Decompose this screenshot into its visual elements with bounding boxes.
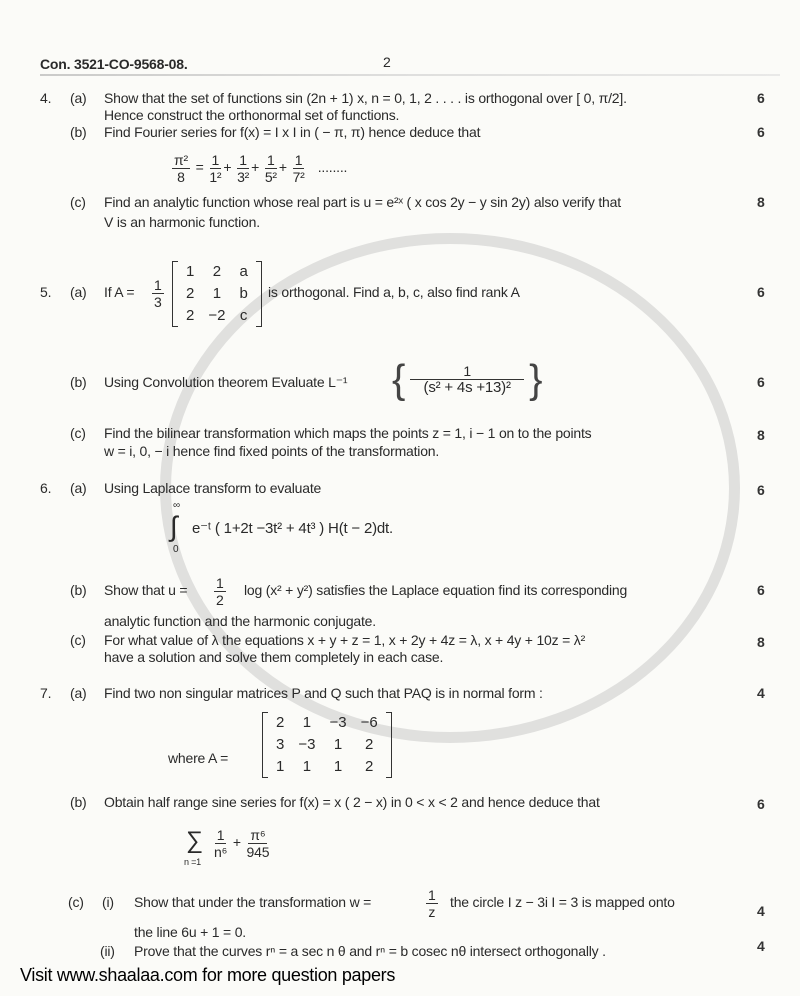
q5a-coefficient: $\frac{1}{3}$ [154, 276, 162, 310]
q4a-text: Show that the set of functions sin (2n + 1) x, n = 0, 1, 2 . . . . is orthogonal over [ 0, π/2]. [104, 90, 627, 106]
matrix-cell: 1 [333, 758, 343, 775]
q5c-label: (c) [70, 425, 86, 441]
matrix-cell: 1 [302, 714, 312, 731]
q5a-matrix [172, 261, 262, 327]
q4c-text: Find an analytic function whose real part is u = e²ˣ ( x cos 2y − y sin 2y) also verify that [104, 194, 621, 210]
q5b-expression: { $\frac{1}{\text{(s² + 4s +13)²}}$ } [392, 357, 543, 402]
q7ci-text-2: the line 6u + 1 = 0. [134, 924, 246, 940]
paper-code: Con. 3521-CO-9568-08. [40, 56, 188, 72]
q5-number: 5. [40, 284, 52, 300]
q5c-text-2: w = i, 0, − i hence find fixed points of the transformation. [104, 443, 440, 459]
q6b-prefix: Show that u = [104, 582, 188, 598]
q5b-text: Using Convolution theorem Evaluate L⁻¹ [104, 374, 348, 390]
matrix-cell: 1 [212, 285, 222, 302]
q7c-label: (c) [68, 894, 84, 910]
q5a-marks: 6 [757, 284, 765, 300]
q7a-label: (a) [70, 685, 87, 701]
matrix-cell: 1 [186, 263, 195, 280]
matrix-cell: 1 [276, 758, 285, 775]
matrix-cell: 2 [186, 307, 195, 324]
q4b-label: (b) [70, 124, 87, 140]
q7ci-label: (i) [102, 894, 114, 910]
q7a-matrix [262, 712, 392, 778]
q7-number: 7. [40, 685, 52, 701]
q7a-text: Find two non singular matrices P and Q such that PAQ is in normal form : [104, 685, 543, 701]
q7b-label: (b) [70, 794, 87, 810]
q6a-upper-limit: ∞ [173, 500, 180, 511]
q4a-text-2: Hence construct the orthonormal set of functions. [104, 107, 400, 123]
q4b-text: Find Fourier series for f(x) = I x I in ( − π, π) hence deduce that [104, 124, 481, 140]
q6b-marks: 6 [757, 582, 765, 598]
q5c-text: Find the bilinear transformation which maps the points z = 1, i − 1 on to the points [104, 425, 592, 441]
q5a-label: (a) [70, 284, 87, 300]
matrix-cell: 1 [333, 736, 343, 753]
matrix-cell: c [239, 307, 248, 324]
q5b-marks: 6 [757, 374, 765, 390]
matrix-cell: 1 [302, 758, 312, 775]
q4c-text-2: V is an harmonic function. [104, 214, 260, 230]
q7a-where: where A = [168, 750, 229, 766]
q7cii-label: (ii) [100, 943, 115, 959]
q6a-text: Using Laplace transform to evaluate [104, 480, 322, 496]
sigma-symbol: ∑ [186, 827, 203, 854]
q7ci-prefix: Show that under the transformation w = [134, 894, 372, 910]
integral-sign: ∫ [170, 511, 178, 542]
q5a-prefix: If A = [104, 284, 135, 300]
matrix-cell: 2 [364, 758, 374, 775]
q6c-text-2: have a solution and solve them completely in each case. [104, 649, 444, 665]
q6a-lower-limit: 0 [173, 544, 179, 555]
q4c-marks: 8 [757, 194, 765, 210]
matrix-cell: a [239, 263, 248, 280]
footer-link-text[interactable]: Visit www.shaalaa.com for more question papers [20, 965, 396, 985]
q5b-label: (b) [70, 374, 87, 390]
q7cii-text: Prove that the curves rⁿ = a sec n θ and rⁿ = b cosec nθ intersect orthogonally . [134, 943, 606, 959]
q7a-marks: 4 [757, 685, 765, 701]
sigma-subscript: n =1 [184, 857, 201, 867]
matrix-cell: 2 [364, 736, 374, 753]
q7b-series: $\frac{1}{\text{n⁶}}$ + $\frac{\text{π⁶}}{945}$ [214, 826, 270, 860]
q4a-marks: 6 [757, 90, 765, 106]
matrix-cell: 2 [212, 263, 222, 280]
q6c-marks: 8 [757, 634, 765, 650]
q5c-marks: 8 [757, 427, 765, 443]
q6b-suffix: log (x² + y²) satisfies the Laplace equation find its corresponding [244, 582, 628, 598]
q4b-equation: $\frac{\text{π²}}{8}$ = $\frac{1}{\text{1²}}$ + $\frac{1}{\text{3²}}$ + $\frac{1}{\text{5²}}$ + $\frac{1}{\text{7²}}$ ........ [174, 151, 348, 185]
q7ci-fraction: $\frac{1}{z}$ [428, 886, 436, 920]
q6a-marks: 6 [757, 482, 765, 498]
matrix-cell: b [239, 285, 248, 302]
matrix-cell: −2 [208, 307, 226, 324]
matrix-cell: 3 [276, 736, 285, 753]
q7cii-marks: 4 [757, 938, 765, 954]
q6b-half: $\frac{1}{2}$ [216, 574, 224, 608]
q6c-text: For what value of λ the equations x + y + z = 1, x + 2y + 4z = λ, x + 4y + 10z = λ² [104, 632, 586, 648]
q4a-label: (a) [70, 90, 87, 106]
matrix-cell: −3 [329, 714, 347, 731]
matrix-cell: 2 [186, 285, 195, 302]
q6a-label: (a) [70, 480, 87, 496]
matrix-cell: −3 [298, 736, 316, 753]
q6c-label: (c) [70, 632, 86, 648]
q5a-suffix: is orthogonal. Find a, b, c, also find rank A [268, 284, 520, 300]
q4b-marks: 6 [757, 124, 765, 140]
header-rule [40, 74, 780, 76]
q6b-text-2: analytic function and the harmonic conjugate. [104, 613, 376, 629]
q6a-integrand: e⁻ᵗ ( 1+2t −3t² + 4t³ ) H(t − 2)dt. [192, 520, 393, 537]
q6b-label: (b) [70, 582, 87, 598]
q7ci-suffix: the circle I z − 3i I = 3 is mapped onto [450, 894, 675, 910]
q6-number: 6. [40, 480, 52, 496]
matrix-cell: 2 [276, 714, 285, 731]
q4c-label: (c) [70, 194, 86, 210]
page-number: 2 [383, 54, 391, 70]
q7b-marks: 6 [757, 796, 765, 812]
q4-number: 4. [40, 90, 52, 106]
q7ci-marks: 4 [757, 903, 765, 919]
matrix-cell: −6 [360, 714, 378, 731]
q7b-text: Obtain half range sine series for f(x) = x ( 2 − x) in 0 < x < 2 and hence deduce that [104, 794, 600, 810]
